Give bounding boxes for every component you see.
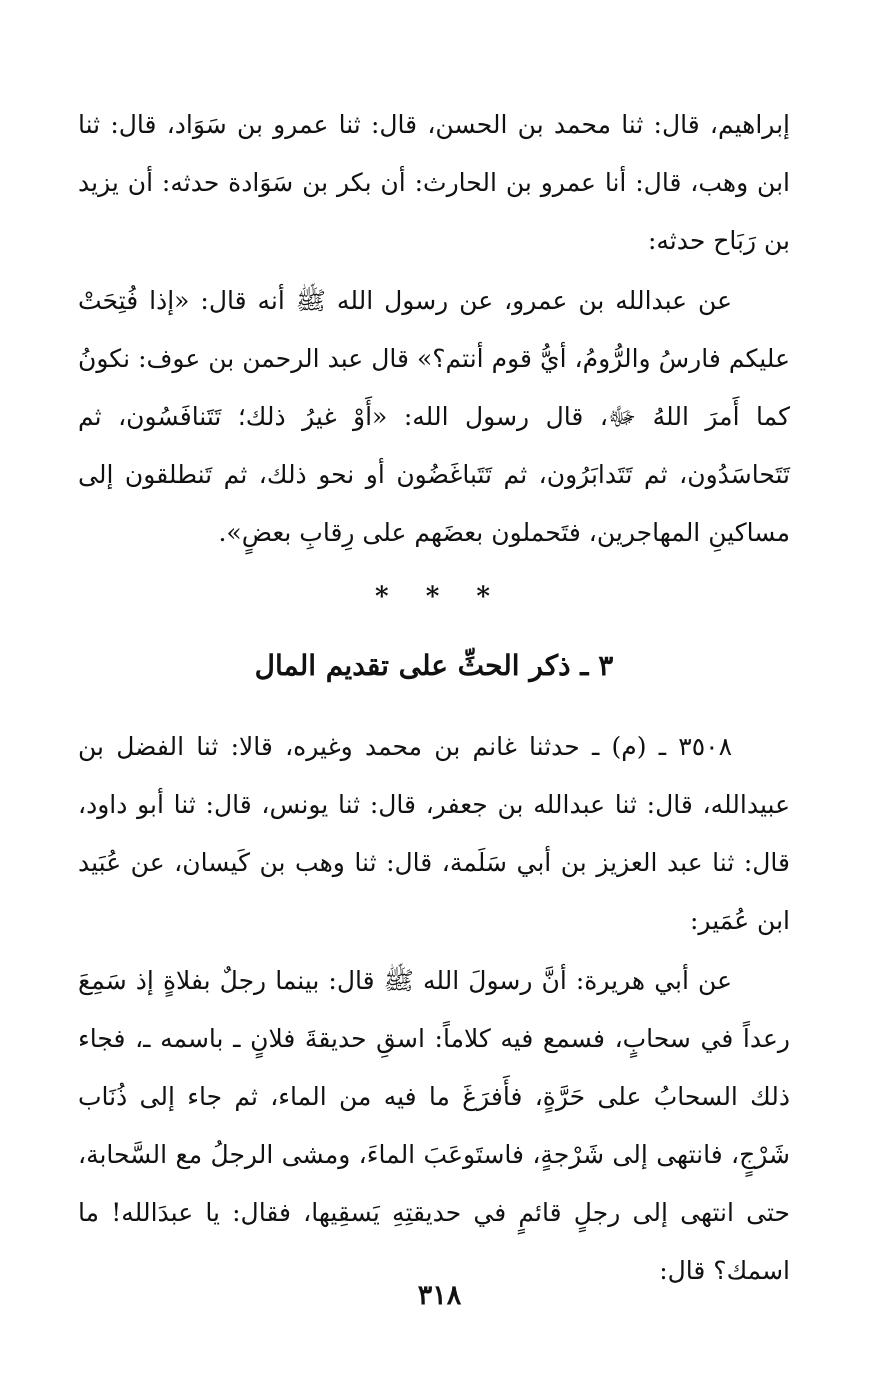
page-number: ٣١٨ — [417, 1280, 462, 1311]
paragraph-text: إبراهيم، قال: ثنا محمد بن الحسن، قال: ثنا عمرو بن سَوَاد، قال: ثنا ابن وهب، قال: أنا عمرو بن الحارث: أن بكر بن سَوَادة حدثه: أن يزيد بن رَبَاح حدثه: — [78, 110, 790, 255]
paragraph-isnad-2 — [78, 718, 790, 950]
section-heading: ٣ ـ ذكر الحثِّ على تقديم المال — [254, 649, 614, 682]
section-separator: * * * — [375, 582, 504, 612]
paragraph-isnad-1 — [78, 96, 790, 270]
paragraph-hadith-1 — [78, 272, 790, 562]
paragraph-text: عن أبي هريرة: أنَّ رسولَ الله ﷺ قال: بينما رجلٌ بفلاةٍ إذ سَمِعَ رعداً في سحابٍ، فسمع فيه كلاماً: اسقِ حديقةَ فلانٍ ـ باسمه ـ، فجاء ذلك السحابُ على حَرَّةٍ، فأَفرَغَ ما فيه من الماء، ثم جاء إلى ذُنَاب شَرْجٍ، فانتهى إلى شَرْجةٍ، فاستَوعَبَ الماءَ، ومشى الرجلُ مع السَّحابة، حتى انتهى إلى رجلٍ قائمٍ في حديقتِهِ يَسقِيها، فقال: يا عبدَالله! ما اسمك؟ قال: — [78, 966, 790, 1285]
paragraph-text: ٣٥٠٨ ـ (م) ـ حدثنا غانم بن محمد وغيره، قالا: ثنا الفضل بن عبيدالله، قال: ثنا عبدالله بن جعفر، قال: ثنا يونس، قال: ثنا أبو داود، قال: ثنا عبد العزيز بن أبي سَلَمة، قال: ثنا وهب بن كَيسان، عن عُبَيد ابن عُمَير: — [78, 732, 790, 935]
paragraph-text: عن عبدالله بن عمرو، عن رسول الله ﷺ أنه قال: «إذا فُتِحَتْ عليكم فارسُ والرُّومُ، أيُّ قوم أنتم؟» قال عبد الرحمن بن عوف: نكونُ كما أَمرَ اللهُ ﷻ، قال رسول الله: «أَوْ غيرُ ذلك؛ تَتَنافَسُون، ثم تَتَحاسَدُون، ثم تَتَدابَرُون، ثم تَتَباغَضُون أو نحو ذلك، ثم تَنطلقون إلى مساكينِ المهاجرين، فتَحملون بعضَهم على رِقابِ بعضٍ». — [78, 286, 790, 547]
paragraph-hadith-2 — [78, 952, 790, 1300]
